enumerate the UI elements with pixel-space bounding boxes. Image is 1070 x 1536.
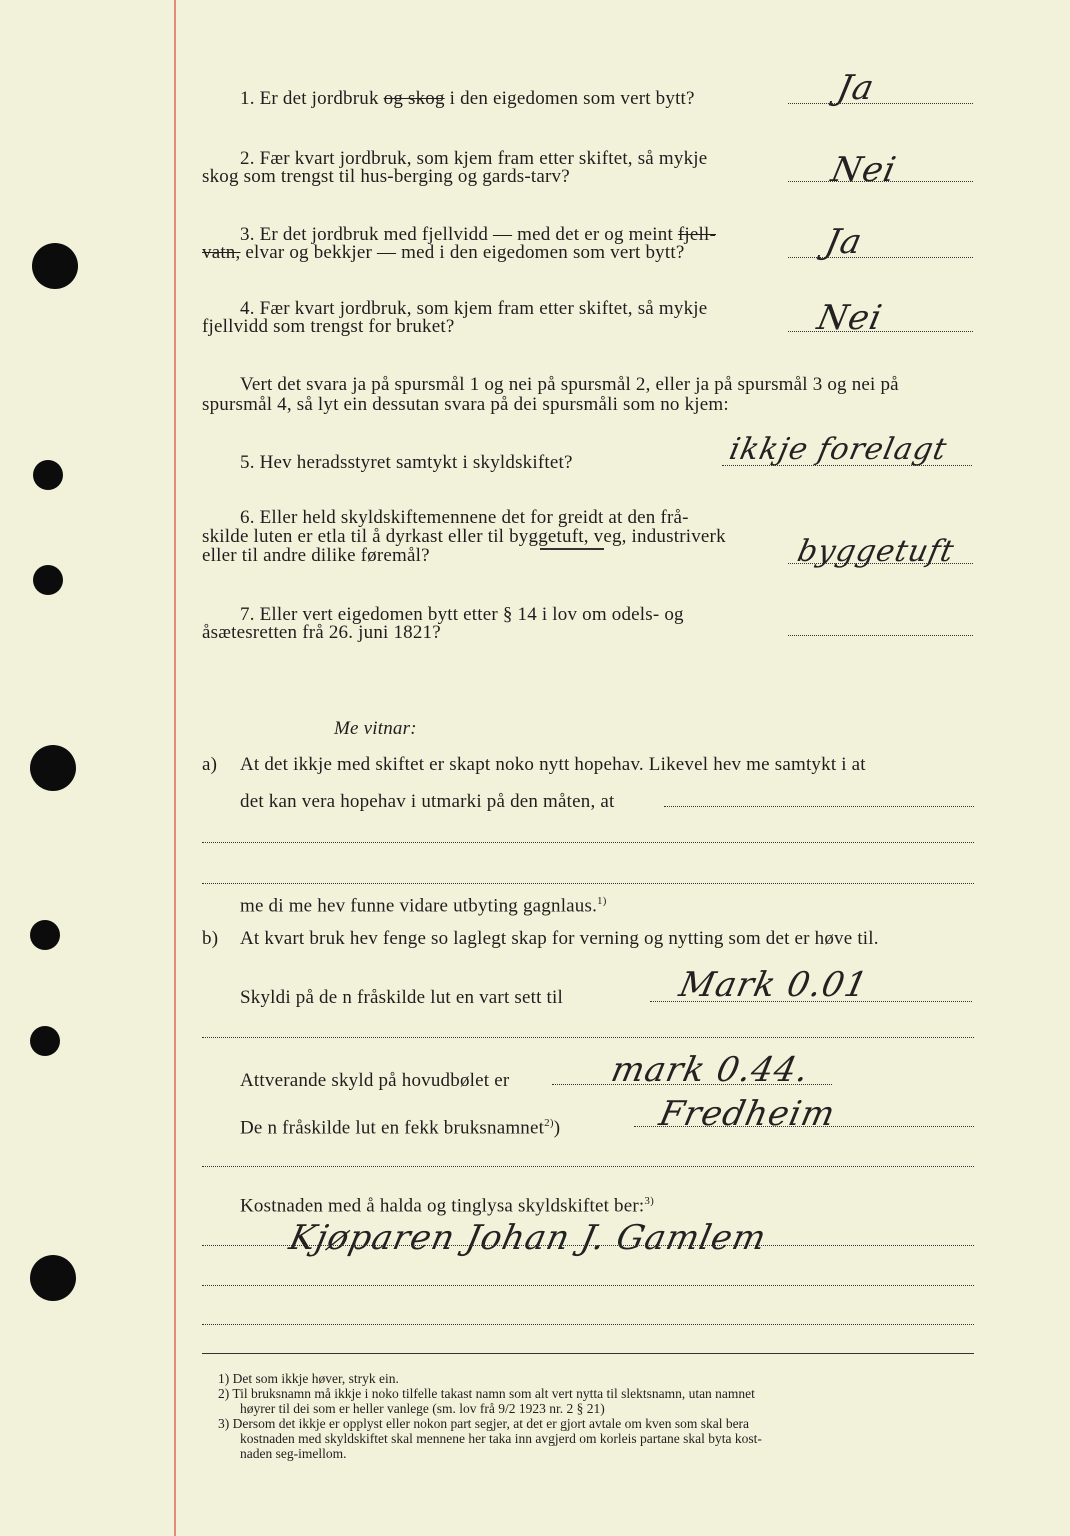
binder-hole xyxy=(32,243,78,289)
answer-3-handwriting: Ja xyxy=(821,222,867,262)
witness-b-label: b) xyxy=(202,928,219,949)
answer-6-handwriting: byggetuft xyxy=(794,534,958,569)
answer-1-handwriting: Ja xyxy=(833,68,879,108)
fill-line xyxy=(202,883,974,884)
witness-b-line-1: At kvart bruk hev fenge so laglegt skap for verning og nytting som det er høve til. xyxy=(240,928,879,949)
footnote-3-line-3: naden seg-imellom. xyxy=(240,1446,347,1461)
footnote-2-line-2: høyrer til dei som er heller vanlege (sm. lov frå 9/2 1923 nr. 2 § 21) xyxy=(240,1401,605,1416)
question-5: 5. Hev heradsstyret samtykt i skyldskiftet? xyxy=(240,452,573,473)
question-7-line-2: åsætesretten frå 26. juni 1821? xyxy=(202,622,441,643)
question-3-struck-text: vatn, xyxy=(202,242,241,263)
footnote-1: 1) Det som ikkje høver, stryk ein. xyxy=(218,1371,399,1386)
question-6-line-3: eller til andre dilike føremål? xyxy=(202,545,430,566)
question-3-text: elvar og bekkjer — med i den eigedomen som vert bytt? xyxy=(245,242,685,263)
question-1 xyxy=(240,88,695,110)
bruksnamn-label: De n fråskilde lut en fekk bruksnamnet$^{2)}$) xyxy=(240,1117,561,1139)
kostnad-label xyxy=(240,1190,654,1217)
footnote-divider xyxy=(202,1353,974,1354)
question-6-line-2: skilde luten er etla til å dyrkast eller til byggetuft, veg, industriverk xyxy=(202,526,726,547)
kostnad-value-handwriting: Kjøparen Johan J. Gamlem xyxy=(285,1218,771,1258)
binder-hole xyxy=(30,745,76,791)
question-3-line-2 xyxy=(202,242,684,264)
binder-hole xyxy=(33,460,63,490)
fill-line xyxy=(202,1285,974,1286)
answer-5-handwriting: ikkje forelagt xyxy=(726,432,951,467)
question-6-line-1: 6. Eller held skyldskiftemennene det for greidt at den frå- xyxy=(240,507,689,528)
fill-line xyxy=(202,1324,974,1325)
witness-a-label: a) xyxy=(202,754,218,775)
footnote-2-line-1: 2) Til bruksnamn må ikkje i noko tilfelle takast namn som alt vert nytta til slektsnamn, utan namnet xyxy=(218,1386,755,1401)
footnote-ref: 1) xyxy=(597,895,607,907)
answer-2-handwriting: Nei xyxy=(827,150,901,190)
attverande-label: Attverande skyld på hovudbølet er xyxy=(240,1070,510,1091)
instruction-line-2: spursmål 4, så lyt ein dessutan svara på dei spursmåli som no kjem: xyxy=(202,394,729,415)
skyld-label: Skyldi på de n fråskilde lut en vart sett til xyxy=(240,987,563,1008)
fill-line xyxy=(202,1037,974,1038)
underline-byggetuft xyxy=(540,548,604,550)
binder-hole xyxy=(33,565,63,595)
instruction-line-1: Vert det svara ja på spursmål 1 og nei på spursmål 2, eller ja på spursmål 3 og nei på xyxy=(240,374,899,395)
binder-hole xyxy=(30,1026,60,1056)
question-1-text-end: i den eigedomen som vert bytt? xyxy=(449,88,695,109)
question-1-number: 1. xyxy=(240,88,255,109)
witness-a-line-3 xyxy=(240,890,607,917)
fill-line xyxy=(202,842,974,843)
question-3-struck-text: fjell- xyxy=(677,224,716,245)
answer-line xyxy=(788,635,973,636)
witness-a-line-1: At det ikkje med skiftet er skapt noko nytt hopehav. Likevel hev me samtykt i at xyxy=(240,754,866,775)
question-2-line-2: skog som trengst til hus-berging og gards-tarv? xyxy=(202,166,570,187)
answer-4-handwriting: Nei xyxy=(813,298,887,338)
skyld-value-handwriting: Mark 0.01 xyxy=(675,965,872,1005)
question-2-line-1: 2. Fær kvart jordbruk, som kjem fram etter skiftet, så mykje xyxy=(240,148,708,169)
answer-line xyxy=(788,103,973,104)
bruksnamn-label-text: De n fråskilde lut en fekk bruksnamnet xyxy=(240,1117,545,1139)
footnote-3-line-1: 3) Dersom det ikkje er opplyst eller nokon part segjer, at det er gjort avtale om kven som skal bera xyxy=(218,1416,750,1431)
red-margin-line xyxy=(174,0,176,1536)
question-1-text-start: Er det jordbruk xyxy=(259,88,379,109)
fill-line xyxy=(202,1166,974,1167)
fill-line xyxy=(202,1245,974,1246)
witness-a-line-2: det kan vera hopehav i utmarki på den måten, at xyxy=(240,791,615,812)
binder-hole xyxy=(30,920,60,950)
question-1-struck-text: og skog xyxy=(383,88,445,109)
witness-heading: Me vitnar: xyxy=(334,718,417,739)
question-7-line-1: 7. Eller vert eigedomen bytt etter § 14 i lov om odels- og xyxy=(240,604,684,625)
question-3-text: 3. Er det jordbruk med fjellvidd — med det er og meint xyxy=(240,224,673,245)
question-4-line-1: 4. Fær kvart jordbruk, som kjem fram etter skiftet, så mykje xyxy=(240,298,708,319)
footnote-3-line-2: kostnaden med skyldskiftet skal mennene her taka inn avgjerd om korleis partane skal byta kost- xyxy=(240,1431,762,1446)
kostnad-label-text: Kostnaden med å halda og tinglysa skyldskiftet ber: xyxy=(240,1195,645,1217)
witness-a-line-3-text: me di me hev funne vidare utbyting gagnlaus. xyxy=(240,895,598,917)
footnote-ref: 2) xyxy=(544,1117,554,1129)
bruksnamn-value-handwriting: Fredheim xyxy=(655,1094,840,1134)
attverande-value-handwriting: mark 0.44. xyxy=(607,1050,813,1090)
binder-hole xyxy=(30,1255,76,1301)
footnote-ref: 3) xyxy=(644,1195,654,1207)
answer-line xyxy=(788,257,973,258)
fill-line xyxy=(664,806,974,807)
question-4-line-2: fjellvidd som trengst for bruket? xyxy=(202,316,455,337)
